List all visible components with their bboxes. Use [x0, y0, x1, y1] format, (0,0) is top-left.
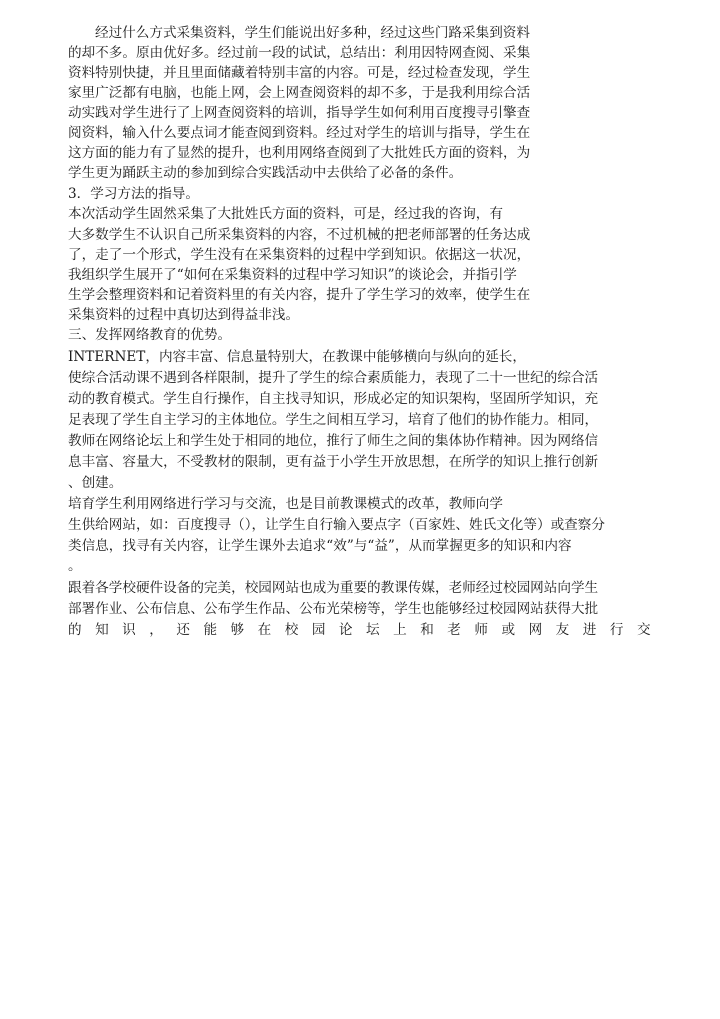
text-line: 了，走了一个形式，学生没有在采集资料的过程中学到知识。依据这一状况， [68, 247, 531, 263]
text-line: 部署作业、公布信息、公布学生作品、公布光荣榜等，学生也能够经过校园网站获得大批 [68, 601, 599, 617]
section-heading: 3．学习方法的指导。 [68, 186, 199, 202]
text-line: 。 [68, 558, 82, 574]
text-line: 的却不多。原由优好多。经过前一段的试试，总结出：利用因特网查阅、采集 [68, 45, 531, 61]
text-line: 资料特别快捷，并且里面储藏着特别丰富的内容。可是，经过检查发现，学生 [68, 65, 531, 81]
text-line: 大多数学生不认识自己所采集资料的内容，不过机械的把老师部署的任务达成 [68, 227, 531, 243]
text-line: 类信息，找寻有关内容，让学生课外去追求“效”与“益”，从而掌握更多的知识和内容 [68, 538, 572, 554]
text-line: 培育学生利用网络进行学习与交流，也是目前教课模式的改革，教师向学 [68, 496, 503, 512]
text-line: 使综合活动课不遇到各样限制，提升了学生的综合素质能力，表现了二十一世纪的综合活 [68, 370, 599, 386]
section-heading: 三、发挥网络教育的优势。 [68, 327, 232, 343]
text-line: 这方面的能力有了显然的提升，也利用网络查阅到了大批姓氏方面的资料，为 [68, 145, 531, 161]
text-line: 阅资料，输入什么要点词才能查阅到资料。经过对学生的培训与指导，学生在 [68, 125, 531, 141]
text-line: 动的教育模式。学生自行操作，自主找寻知识，形成必定的知识架构，坚固所学知识，充 [68, 391, 599, 407]
text-line: 的知识，还能够在校园论坛上和老师或网友进行交 [68, 622, 665, 638]
text-line: 采集资料的过程中真切达到得益非浅。 [68, 307, 300, 323]
text-line: 经过什么方式采集资料，学生们能说出好多种，经过这些门路采集到资料 [95, 25, 530, 41]
text-line: 学生更为踊跃主动的参加到综合实践活动中去供给了必备的条件。 [68, 165, 463, 181]
text-line: 我组织学生展开了“如何在采集资料的过程中学习知识”的谈论会，并指引学 [68, 267, 517, 283]
text-line: 动实践对学生进行了上网查阅资料的培训，指导学生如何利用百度搜寻引擎查 [68, 105, 531, 121]
text-line: 生学会整理资料和记着资料里的有关内容，提升了学生学习的效率，使学生在 [68, 287, 531, 303]
text-line: 跟着各学校硬件设备的完美，校园网站也成为重要的教课传媒，老师经过校园网站向学生 [68, 580, 599, 596]
text-line: 足表现了学生自主学习的主体地位。学生之间相互学习，培育了他们的协作能力。相同， [68, 412, 599, 428]
text-line: 本次活动学生固然采集了大批姓氏方面的资料，可是，经过我的咨询，有 [68, 206, 503, 222]
text-line: 家里广泛都有电脑，也能上网，会上网查阅资料的却不多，于是我利用综合活 [68, 85, 531, 101]
text-line: INTERNET，内容丰富、信息量特别大，在教课中能够横向与纵向的延长， [68, 349, 526, 365]
text-line: 教师在网络论坛上和学生处于相同的地位，推行了师生之间的集体协作精神。因为网络信 [68, 433, 599, 449]
text-line: 生供给网站，如：百度搜寻（），让学生自行输入要点字（百家姓、姓氏文化等）或查察分 [68, 517, 605, 533]
text-line: 息丰富、容量大，不受教材的限制，更有益于小学生开放思想，在所学的知识上推行创新 [68, 454, 599, 470]
text-line: 、创建。 [68, 475, 123, 491]
